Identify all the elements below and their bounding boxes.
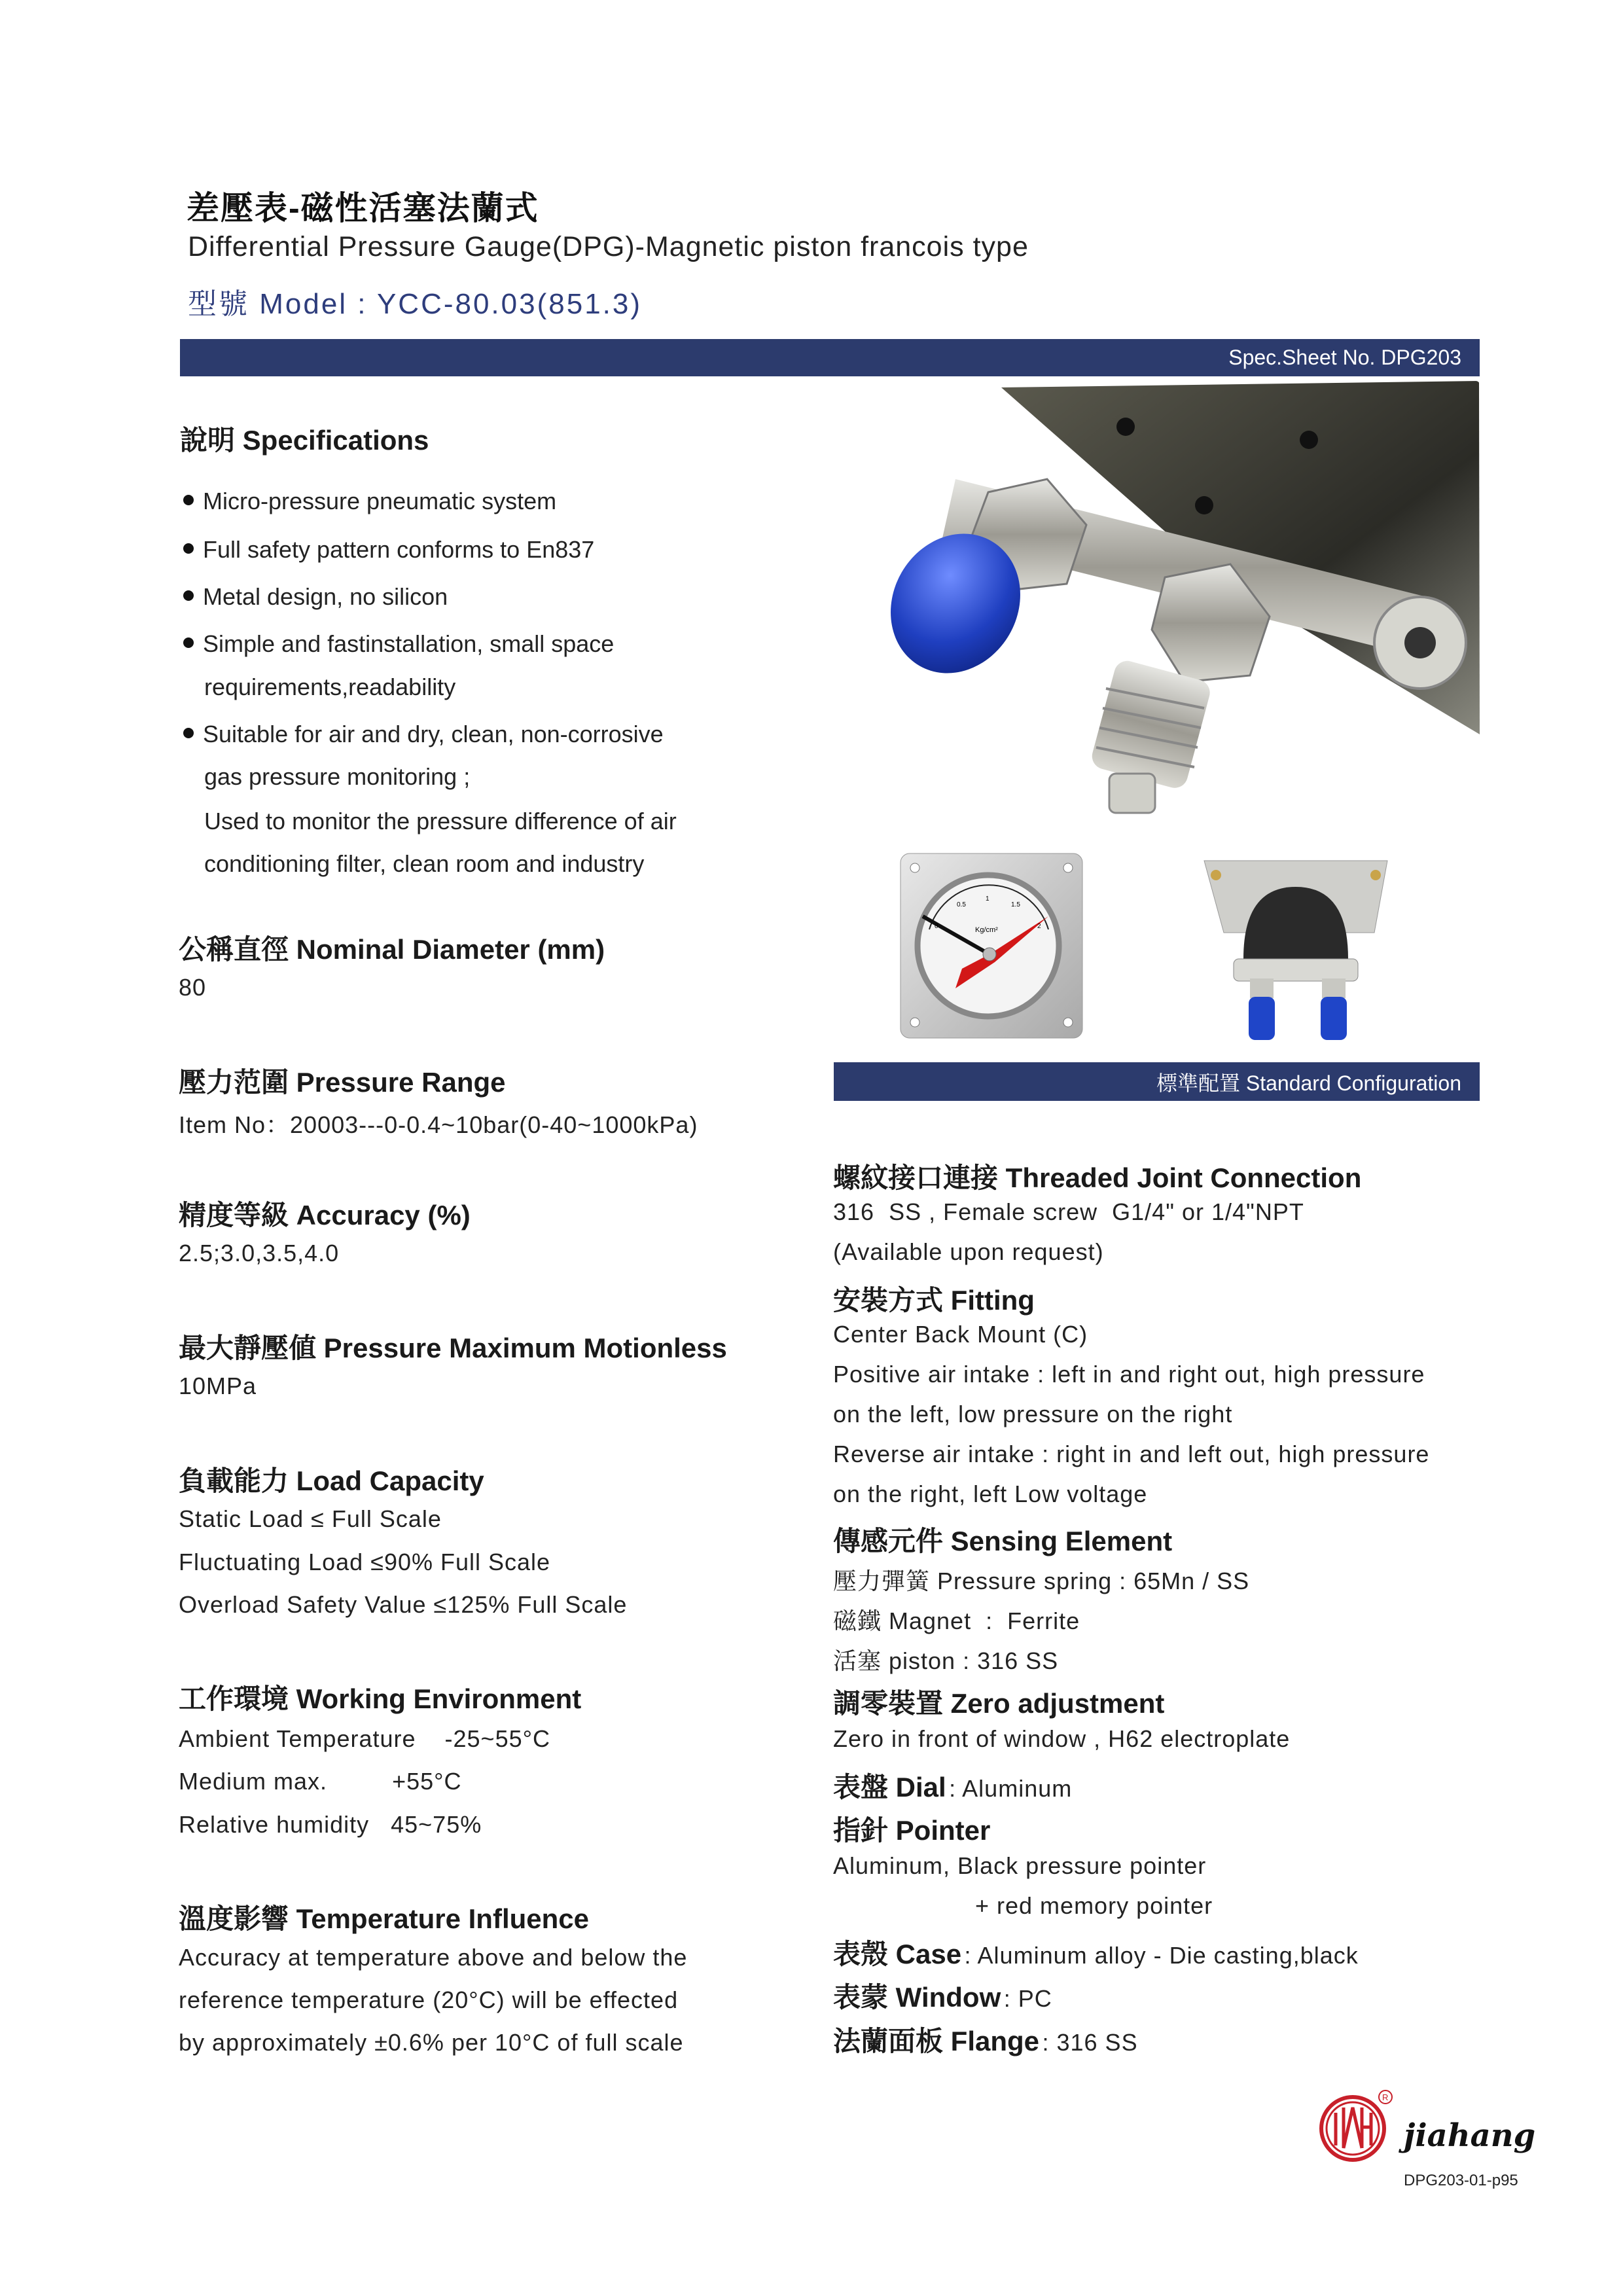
- accuracy-value: 2.5;3.0,3.5,4.0: [179, 1240, 340, 1266]
- gauge-back-photo: [1198, 854, 1394, 1044]
- gauge-tick-label: 1.5: [1011, 901, 1020, 908]
- svg-text:R: R: [1382, 2092, 1389, 2102]
- pressure-range-heading: 壓力范圍 Pressure Range: [179, 1067, 506, 1098]
- spec-item: Suitable for air and dry, clean, non-corrosive: [183, 721, 664, 748]
- case-heading: 表殼 Case: [833, 1939, 962, 1969]
- pointer-heading: 指針 Pointer: [833, 1815, 991, 1846]
- zero-adjustment-heading: 調零裝置 Zero adjustment: [833, 1688, 1165, 1719]
- bullet-icon: [183, 728, 194, 738]
- title-chinese: 差壓表-磁性活塞法蘭式: [187, 190, 539, 226]
- spec-item-continued: gas pressure monitoring ;: [204, 763, 471, 790]
- gauge-front-photo: [897, 851, 1086, 1041]
- working-environment-line: Medium max. +55°C: [179, 1768, 462, 1795]
- pointer-line: + red memory pointer: [975, 1892, 1213, 1919]
- fitting-line: Positive air intake : left in and right out, high pressure: [833, 1361, 1425, 1388]
- spec-item-continued: requirements,readability: [204, 673, 456, 700]
- fitting-line: on the left, low pressure on the right: [833, 1401, 1233, 1427]
- case-value: : Aluminum alloy - Die casting,black: [964, 1942, 1359, 1969]
- accuracy-heading: 精度等級 Accuracy (%): [179, 1200, 471, 1230]
- threaded-joint-line: 316 SS , Female screw G1/4" or 1/4"NPT: [833, 1198, 1304, 1225]
- temperature-influence-line: by approximately ±0.6% per 10°C of full scale: [179, 2029, 684, 2056]
- bullet-icon: [183, 590, 194, 601]
- load-capacity-line: Fluctuating Load ≤90% Full Scale: [179, 1549, 551, 1575]
- flange-row: [833, 2020, 1138, 2059]
- temperature-influence-heading: 溫度影響 Temperature Influence: [179, 1903, 590, 1934]
- dial-heading: 表盤 Dial: [833, 1772, 946, 1803]
- flange-value: : 316 SS: [1042, 2029, 1138, 2056]
- bullet-icon: [183, 637, 194, 648]
- nominal-diameter-value: 80: [179, 974, 207, 1001]
- window-value: : PC: [1003, 1985, 1052, 2012]
- case-row: [833, 1933, 1359, 1972]
- spec-item: Micro-pressure pneumatic system: [183, 488, 556, 515]
- fitting-line: Center Back Mount (C): [833, 1321, 1088, 1348]
- standard-configuration-banner: [834, 1062, 1480, 1101]
- load-capacity-heading: 負載能力 Load Capacity: [179, 1465, 484, 1496]
- spec-sheet-number: Spec.Sheet No. DPG203: [1228, 346, 1461, 369]
- spec-item-continued: Used to monitor the pressure difference of air: [204, 808, 677, 834]
- fitting-line: Reverse air intake : right in and left out, high pressure: [833, 1441, 1430, 1467]
- pointer-line: Aluminum, Black pressure pointer: [833, 1852, 1207, 1879]
- gauge-tick-label: 2: [1037, 923, 1041, 930]
- specifications-heading: 說明 Specifications: [180, 425, 429, 456]
- nominal-diameter-heading: 公稱直徑 Nominal Diameter (mm): [179, 934, 605, 965]
- spec-item: Simple and fastinstallation, small space: [183, 630, 614, 658]
- spec-sheet-banner: [180, 339, 1480, 376]
- gauge-tick-label: 1: [986, 895, 990, 903]
- flange-heading: 法蘭面板 Flange: [833, 2026, 1040, 2056]
- max-static-pressure-heading: 最大靜壓値 Pressure Maximum Motionless: [179, 1333, 727, 1363]
- bullet-icon: [183, 495, 194, 505]
- dial-row: [833, 1766, 1072, 1805]
- window-row: [833, 1976, 1052, 2015]
- sensing-element-line: 活塞 piston : 316 SS: [833, 1647, 1059, 1674]
- product-photo-main: [851, 381, 1480, 834]
- jiahang-logo-mark: [1319, 2088, 1394, 2163]
- gauge-unit-label: Kg/cm²: [975, 926, 998, 934]
- fitting-line: on the right, left Low voltage: [833, 1480, 1148, 1507]
- zero-adjustment-value: Zero in front of window , H62 electroplate: [833, 1725, 1291, 1752]
- working-environment-line: Relative humidity 45~75%: [179, 1811, 482, 1838]
- load-capacity-line: Overload Safety Value ≤125% Full Scale: [179, 1591, 628, 1618]
- load-capacity-line: Static Load ≤ Full Scale: [179, 1505, 442, 1532]
- gauge-tick-label: 0.5: [957, 901, 966, 908]
- window-heading: 表蒙 Window: [833, 1982, 1001, 2013]
- threaded-joint-line: (Available upon request): [833, 1238, 1104, 1265]
- fitting-heading: 安裝方式 Fitting: [833, 1285, 1035, 1316]
- model-number: 型號 Model : YCC-80.03(851.3): [188, 288, 643, 320]
- spec-item: Full safety pattern conforms to En837: [183, 536, 594, 564]
- spec-item-continued: conditioning filter, clean room and industry: [204, 850, 645, 877]
- working-environment-heading: 工作環境 Working Environment: [179, 1683, 582, 1714]
- working-environment-line: Ambient Temperature -25~55°C: [179, 1725, 551, 1752]
- temperature-influence-line: reference temperature (20°C) will be effected: [179, 1986, 679, 2013]
- dial-value: : Aluminum: [949, 1775, 1073, 1802]
- temperature-influence-line: Accuracy at temperature above and below the: [179, 1944, 688, 1971]
- document-code: DPG203-01-p95: [1404, 2172, 1518, 2189]
- gauge-tick-label: 0: [935, 923, 938, 930]
- sensing-element-line: 磁鐵 Magnet : Ferrite: [833, 1607, 1080, 1634]
- title-english: Differential Pressure Gauge(DPG)-Magnetic piston francois type: [188, 231, 1029, 262]
- standard-configuration-label: 標準配置 Standard Configuration: [1156, 1071, 1461, 1095]
- max-static-pressure-value: 10MPa: [179, 1372, 257, 1399]
- pressure-range-value: Item No：20003---0-0.4~10bar(0-40~1000kPa): [179, 1111, 698, 1138]
- bullet-icon: [183, 543, 194, 554]
- threaded-joint-heading: 螺紋接口連接 Threaded Joint Connection: [833, 1162, 1362, 1193]
- spec-item: Metal design, no silicon: [183, 583, 448, 611]
- sensing-element-line: 壓力彈簧 Pressure spring : 65Mn / SS: [833, 1568, 1250, 1594]
- brand-name: jiahang: [1404, 2117, 1536, 2154]
- sensing-element-heading: 傳感元件 Sensing Element: [833, 1526, 1173, 1556]
